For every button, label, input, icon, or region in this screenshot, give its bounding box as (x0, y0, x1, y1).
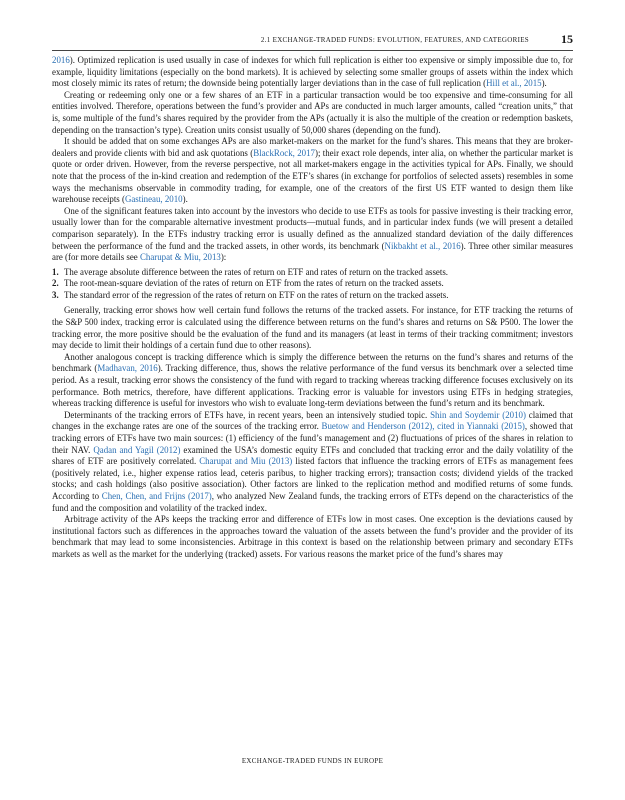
list-item-number: 3. (52, 289, 59, 300)
paragraph-text: ). (541, 78, 547, 89)
paragraph (52, 410, 573, 514)
paragraph (52, 206, 573, 264)
paragraph-text: ). Optimized replication is used usually in case of indexes for which full replication is either too expensive or simply impossible due to, for example, liquidity limitations (especially on the bond markets). It is achieved by selecting some smaller groups of assets within the index which most closely mimic its rates of return; the downside being potentially larger deviations than in the case of full replication ( (52, 55, 573, 89)
citation-link[interactable]: Chen, Chen, and Frijns (2017) (101, 490, 212, 501)
paragraph (52, 352, 573, 410)
paragraph-text: ); their exact role depends, inter alia, on whether the particular market is quote or order driven. However, from the reverse perspective, not all market-makers engage in the activities typical for APs. Finally, we should note that the process of the in-kind creation and redemption of the ETF’s shares (in exchange for portfolios of selected assets) resembles in some ways the mechanisms observable in commodity trading, for example, one of the creators of the first US ETF wanted to design them like warehouse receipts ( (52, 147, 574, 205)
list-item-text: The standard error of the regression of the rates of return on ETF on the rates of return on the tracked assets. (64, 289, 449, 300)
paragraph-text: ): (220, 252, 227, 263)
list-item-number: 1. (52, 266, 59, 277)
paragraph (52, 136, 573, 206)
paragraph-text: examined the USA’s domestic equity ETFs and concluded that tracking error and the daily volatility of the shares of ETF are positively correlated. (52, 444, 573, 467)
citation-link[interactable]: BlackRock, 2017 (253, 147, 315, 158)
paragraph-group-1 (52, 55, 573, 264)
paragraph-text: Creating or redeeming only one or a few shares of an ETF in a particular transaction would be too expensive and time-consuming for all entities involved. Therefore, operations between the fund’s provider and APs are conducted in much larger amounts, called “creation units,” that is, some multiple of the fund’s shares required by the provider from the APs (actually it is also the multiple of the creation or redemption baskets, depending on the transaction’s type). Creation units consist usually of 50,000 shares (depending on the fund). (52, 89, 573, 135)
citation-link[interactable]: Hill et al., 2015 (486, 78, 542, 89)
citation-link[interactable]: Qadan and Yagil (2012) (93, 444, 181, 455)
list-item-text: The root-mean-square deviation of the rates of return on ETF from the rates of return on the tracked assets. (64, 278, 444, 289)
list-item (52, 267, 573, 279)
list-item (52, 290, 573, 302)
paragraph-text: Arbitrage activity of the APs keeps the tracking error and difference of ETFs low in most cases. One exception is the deviations caused by institutional factors such as differences in the approaches toward the valuation of the assets between the fund’s provider and the provider of its benchmark that may lead to some inconsistencies. Arbitrage in this context is based on the relationship between primary and secondary ETFs markets as well as the market for the underlying (tracked) assets. For various reasons the market price of the fund’s shares may (52, 514, 573, 559)
list-item-number: 2. (52, 278, 59, 289)
paragraph-text: , showed that tracking errors of ETFs have two main sources: (1) efficiency of the fund’s management and (2) fluctuations of prices of the shares in relation to their NAV. (52, 421, 573, 455)
page-header (52, 32, 573, 51)
paragraph-text: ). Three other similar measures are (for more details see (52, 240, 573, 263)
paragraph-text: It should be added that on some exchanges APs are also market-makers on the market for the fund’s shares. This means that they are broker-dealers and provide clients with bid and ask quotations ( (52, 136, 573, 158)
paragraph (52, 305, 573, 351)
paragraph-text: One of the significant features taken into account by the investors who decide to use ETFs as tools for passive investing is their tracking error, usually lower than for the comparable alternative investment products—mutual funds, and in particular index funds (we will present a detailed comparison separately). In the ETFs industry tracking error is usually defined as the annualized standard deviation of the daily differences between the performance of the fund and the tracked assets, in other words, its benchmark ( (52, 205, 573, 251)
citation-link[interactable]: Charupat and Miu (2013) (199, 456, 293, 467)
body-text (52, 55, 573, 561)
citation-link[interactable]: 2016 (52, 55, 70, 65)
paragraph-text: claimed that changes in the exchange rates are one of the sources of the tracking error. (52, 409, 573, 432)
citation-link[interactable]: Nikbakht et al., 2016 (384, 240, 461, 251)
page-footer: EXCHANGE-TRADED FUNDS IN EUROPE (241, 757, 384, 765)
list-item-text: The average absolute difference between the rates of return on ETF and rates of return on the tracked assets. (64, 266, 449, 277)
page-number: 15 (561, 32, 573, 46)
paragraph (52, 55, 573, 90)
citation-link[interactable]: Buetow and Henderson (2012), cited in Yiannaki (2015) (321, 421, 525, 432)
citation-link[interactable]: Charupat & Miu, 2013 (139, 252, 221, 263)
citation-link[interactable]: Shin and Soydemir (2010) (430, 409, 526, 420)
citation-link[interactable]: Gastineau, 2010 (124, 194, 183, 205)
paragraph-text: listed factors that influence the tracking errors of ETFs as management fees (positively related, i.e., higher expense ratios lead, ceteris paribus, to higher tracking errors); transaction costs; dividend yields of the tracked stocks; and cash holdings (also positive association). Other factors are linked to the replication method and modified returns of some funds. According to (52, 456, 573, 501)
paragraph (52, 90, 573, 136)
list-item (52, 278, 573, 290)
paragraph-text: ). Tracking difference, thus, shows the relative performance of the fund versus its benchmark over a selected time period. As a result, tracking error shows the consistency of the fund with regard to tracking whereas tracking difference focuses exclusively on its performance. Both metrics, therefore, have different applications. Tracking error is valuable for investors using ETFs in hedging strategies, whereas tracking difference is useful for investors who wish to evaluate long-term deviations between the fund’s return and its benchmark. (52, 363, 573, 409)
running-head: 2.1 EXCHANGE-TRADED FUNDS: EVOLUTION, FEATURES, AND CATEGORIES (260, 36, 529, 44)
paragraph-text: Determinants of the tracking errors of ETFs have, in recent years, been an intensively studied topic. (64, 409, 431, 420)
paragraph-group-2 (52, 305, 573, 560)
paragraph-text: ). (182, 194, 188, 205)
citation-link[interactable]: Madhavan, 2016 (97, 363, 158, 374)
paragraph (52, 514, 573, 560)
paragraph-text: , who analyzed New Zealand funds, the tracking errors of ETFs depend on the characteristics of the fund and the composition and volatility of the tracked index. (52, 490, 573, 513)
tracking-error-measures-list (52, 267, 573, 302)
paragraph-text: Generally, tracking error shows how well certain fund follows the returns of the tracked assets. For instance, for ETF tracking the returns of the S&P 500 index, tracking error is calculated using the difference between returns on the fund’s shares and returns on S& P500. The lower the tracking error, the more positive should be the evaluation of the fund and its managers (at least in terms of their tracking commitment; investors may decide to limit their holdings of a certain fund due to other reasons). (52, 305, 573, 351)
paragraph-text: Another analogous concept is tracking difference which is simply the difference between the returns on the fund’s shares and returns of the benchmark ( (52, 351, 573, 374)
